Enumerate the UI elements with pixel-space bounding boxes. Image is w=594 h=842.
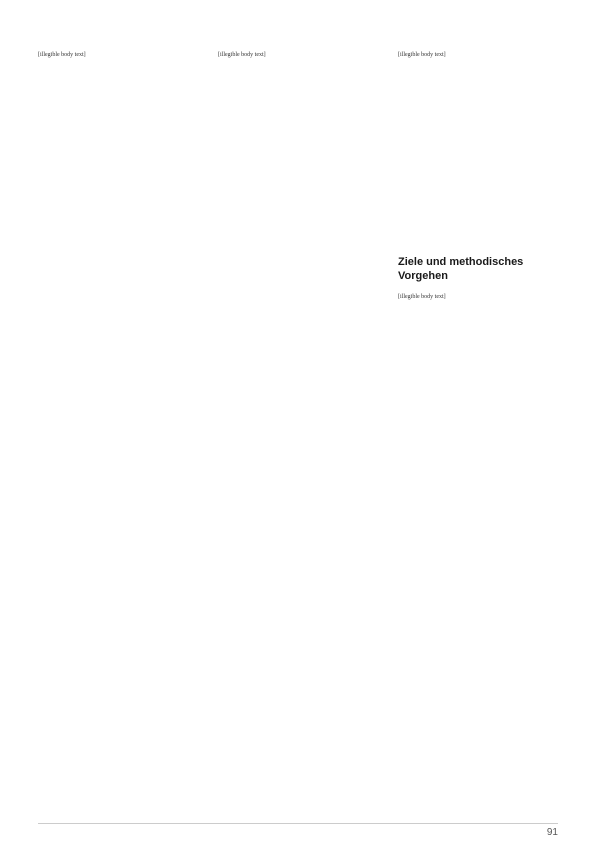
footer-divider	[38, 823, 558, 824]
body-text-placeholder: [illegible body text]	[218, 52, 266, 58]
page-number: 91	[546, 827, 558, 838]
body-text-placeholder: [illegible body text]	[398, 294, 446, 300]
body-column-left	[38, 50, 198, 820]
body-column-right-bottom	[398, 292, 558, 822]
section-heading: Ziele und methodisches Vorgehen	[398, 256, 524, 282]
body-text-placeholder: [illegible body text]	[38, 52, 86, 58]
body-text-placeholder: [illegible body text]	[398, 52, 446, 58]
body-column-middle	[218, 50, 378, 820]
body-column-right-top	[398, 50, 558, 280]
